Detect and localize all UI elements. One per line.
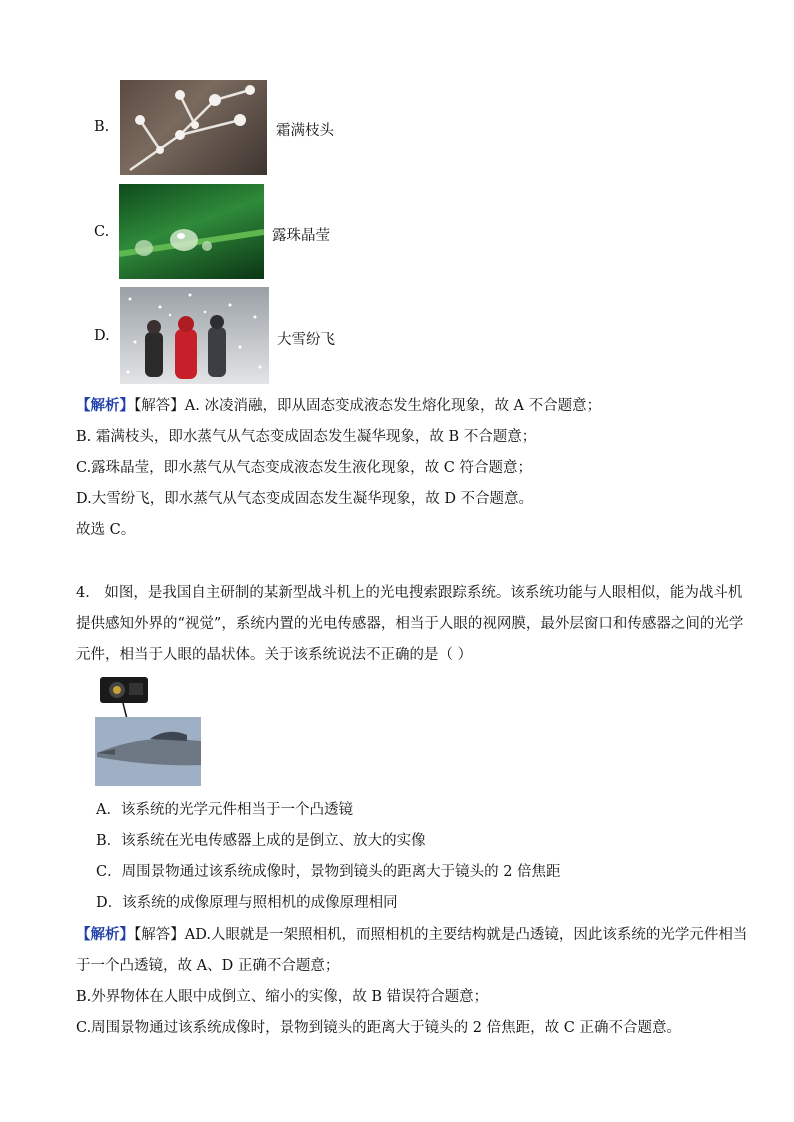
- stem-line: 4． 如图，是我国自主研制的某新型战斗机上的光电搜索跟踪系统。该系统功能与人眼相似，能为战斗机: [76, 585, 743, 601]
- analysis-line: 于一个凸透镜，故 A、D 正确不合题意；: [76, 958, 340, 974]
- analysis-line: D.大雪纷飞，即水蒸气从气态变成固态发生凝华现象，故 D 不合题意。: [76, 491, 534, 507]
- option-letter: D.: [94, 328, 110, 344]
- choice-b: B．该系统在光电传感器上成的是倒立、放大的实像: [96, 833, 426, 849]
- analysis-line: C.露珠晶莹，即水蒸气从气态变成液态发生液化现象，故 C 符合题意；: [76, 460, 532, 476]
- dewdrop-image: [119, 184, 264, 279]
- snowfall-image: [120, 287, 269, 384]
- analysis-line: 【解析】【解答】A. 冰凌消融，即从固态变成液态发生熔化现象，故 A 不合题意；: [76, 397, 602, 414]
- fighter-jet-figure: [95, 675, 205, 790]
- option-caption: 霜满枝头: [276, 123, 334, 139]
- stem-line: 元件，相当于人眼的晶状体。关于该系统说法不正确的是（ ）: [76, 647, 473, 663]
- stem-line: 提供感知外界的“视觉”，系统内置的光电传感器，相当于人眼的视网膜，最外层窗口和传感器之间的光学: [76, 616, 744, 632]
- frost-branch-image: [120, 80, 267, 175]
- analysis-line: B.外界物体在人眼中成倒立、缩小的实像，故 B 错误符合题意；: [76, 989, 489, 1005]
- option-caption: 露珠晶莹: [272, 228, 330, 244]
- analysis-line: B. 霜满枝头，即水蒸气从气态变成固态发生凝华现象，故 B 不合题意；: [76, 429, 537, 445]
- option-caption: 大雪纷飞: [277, 332, 335, 348]
- analysis-line: 故选 C。: [76, 522, 136, 538]
- analysis-line: 【解析】【解答】AD.人眼就是一架照相机，而照相机的主要结构就是凸透镜，因此该系统的光学元件相当: [76, 926, 748, 943]
- option-letter: C.: [94, 224, 110, 240]
- choice-c: C．周围景物通过该系统成像时，景物到镜头的距离大于镜头的 2 倍焦距: [96, 864, 561, 880]
- analysis-line: C.周围景物通过该系统成像时，景物到镜头的距离大于镜头的 2 倍焦距，故 C 正确不合题意。: [76, 1020, 681, 1036]
- option-letter: B.: [94, 119, 110, 135]
- analysis-tag: 【解析】: [76, 397, 134, 414]
- analysis-tag: 【解析】: [76, 926, 134, 943]
- choice-d: D．该系统的成像原理与照相机的成像原理相同: [96, 895, 398, 911]
- choice-a: A．该系统的光学元件相当于一个凸透镜: [96, 802, 353, 818]
